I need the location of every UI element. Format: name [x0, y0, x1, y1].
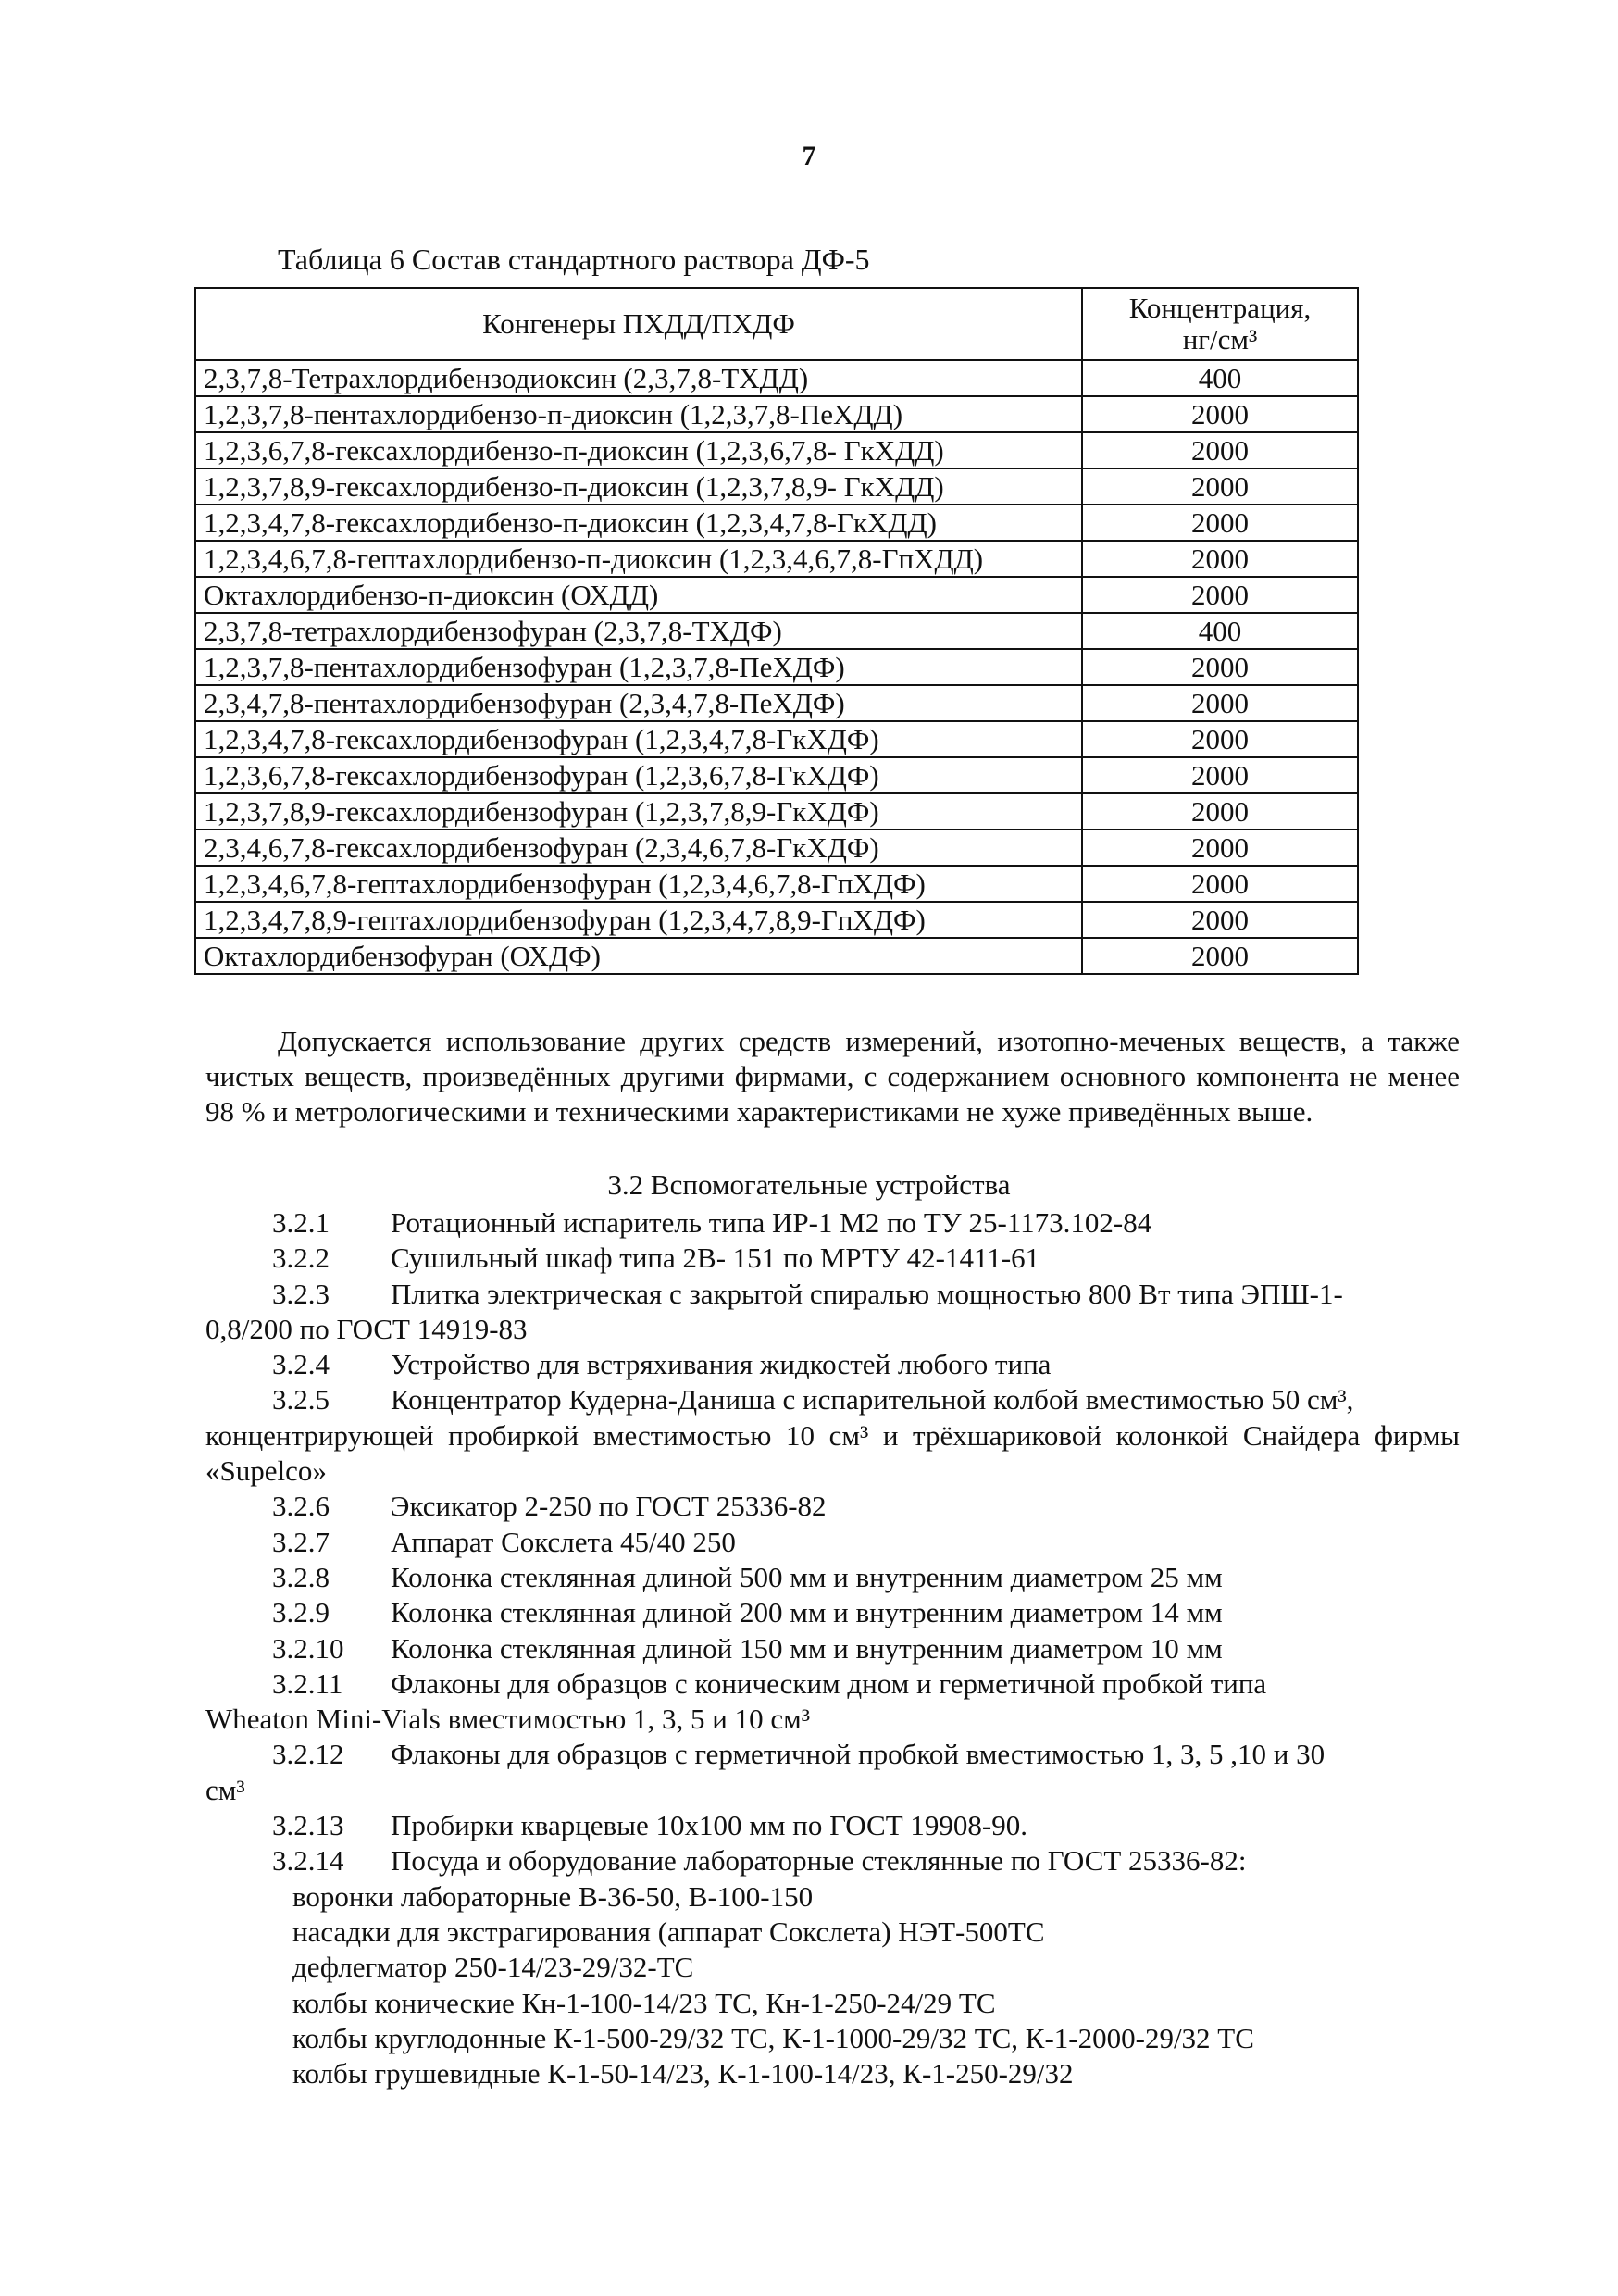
congener-concentration: 2000 — [1082, 649, 1358, 685]
congener-name: 1,2,3,7,8-пентахлордибензофуран (1,2,3,7,8-ПеХДФ) — [195, 649, 1082, 685]
item-text: Флаконы для образцов с герметичной пробкой вместимостью 1, 3, 5 ,10 и 30 — [391, 1738, 1326, 1771]
list-item — [205, 1277, 1460, 1312]
item-text: Колонка стеклянная длиной 200 мм и внутренним диаметром 14 мм — [391, 1596, 1223, 1629]
table-row — [195, 505, 1358, 541]
congener-concentration: 400 — [1082, 613, 1358, 649]
table-row — [195, 432, 1358, 468]
congener-name: 2,3,7,8-Тетрахлордибензодиоксин (2,3,7,8-ТХДД) — [195, 360, 1082, 396]
item-continuation: концентрирующей пробиркой вместимостью 10 см³ и трёхшариковой колонкой Снайдера фирмы «Supelco» — [205, 1418, 1460, 1488]
item-number: 3.2.4 — [272, 1348, 330, 1381]
table-row — [195, 360, 1358, 396]
sub-item: колбы круглодонные К-1-500-29/32 ТС, К-1-1000-29/32 ТС, К-1-2000-29/32 ТС — [292, 2021, 1254, 2054]
table-row — [195, 396, 1358, 432]
item-number: 3.2.12 — [272, 1738, 344, 1771]
item-text: Колонка стеклянная длиной 500 мм и внутренним диаметром 25 мм — [391, 1560, 1223, 1593]
congener-name: 1,2,3,4,7,8-гексахлордибензо-п-диоксин (1,2,3,4,7,8-ГкХДД) — [195, 505, 1082, 541]
item-text: Концентратор Кудерна-Даниша с испарительной колбой вместимостью 50 см³, — [391, 1383, 1354, 1416]
sub-item: колбы грушевидные К-1-50-14/23, К-1-100-14/23, К-1-250-29/32 — [292, 2057, 1074, 2090]
congener-concentration: 2000 — [1082, 793, 1358, 830]
congener-name: 2,3,4,7,8-пентахлордибензофуран (2,3,4,7,8-ПеХДФ) — [195, 685, 1082, 721]
table-row — [195, 902, 1358, 938]
congener-name: 1,2,3,7,8,9-гексахлордибензофуран (1,2,3,7,8,9-ГкХДФ) — [195, 793, 1082, 830]
item-text: Аппарат Сокслета 45/40 250 — [391, 1525, 736, 1558]
congeners-table — [194, 287, 1359, 975]
congener-concentration: 2000 — [1082, 721, 1358, 757]
item-text: Флаконы для образцов с коническим дном и герметичной пробкой типа — [391, 1666, 1267, 1700]
congener-name: 1,2,3,4,6,7,8-гептахлордибензофуран (1,2,3,4,6,7,8-ГпХДФ) — [195, 866, 1082, 902]
congener-name: 1,2,3,4,6,7,8-гептахлордибензо-п-диоксин (1,2,3,4,6,7,8-ГпХДД) — [195, 541, 1082, 577]
item-continuation: Wheaton Mini-Vials вместимостью 1, 3, 5 и 10 см³ — [205, 1703, 810, 1736]
congener-name: 2,3,7,8-тетрахлордибензофуран (2,3,7,8-ТХДФ) — [195, 613, 1082, 649]
list-item — [205, 1808, 1460, 1843]
congener-name: 1,2,3,7,8-пентахлордибензо-п-диоксин (1,2,3,7,8-ПеХДД) — [195, 396, 1082, 432]
item-text: Эксикатор 2-250 по ГОСТ 25336-82 — [391, 1490, 827, 1523]
page-number: 7 — [802, 141, 816, 171]
congener-concentration: 2000 — [1082, 396, 1358, 432]
item-text: Сушильный шкаф типа 2В- 151 по МРТУ 42-1411-61 — [391, 1242, 1040, 1275]
sub-item: дефлегматор 250-14/23-29/32-ТС — [292, 1951, 694, 1984]
header-concentration-unit: нг/см³ — [1182, 323, 1258, 356]
item-number: 3.2.14 — [272, 1844, 344, 1878]
table-row — [195, 685, 1358, 721]
sub-item: насадки для экстрагирования (аппарат Сокслета) НЭТ-500ТС — [292, 1915, 1045, 1948]
list-item — [205, 1631, 1460, 1666]
congener-name: 1,2,3,6,7,8-гексахлордибензофуран (1,2,3,6,7,8-ГкХДФ) — [195, 757, 1082, 793]
item-number: 3.2.10 — [272, 1631, 344, 1665]
item-number: 3.2.13 — [272, 1809, 344, 1842]
header-concentration-label: Концентрация, — [1128, 292, 1312, 324]
table-row — [195, 938, 1358, 974]
list-item — [205, 1525, 1460, 1560]
congener-concentration: 2000 — [1082, 541, 1358, 577]
congener-name: 1,2,3,7,8,9-гексахлордибензо-п-диоксин (1,2,3,7,8,9- ГкХДД) — [195, 468, 1082, 505]
congener-concentration: 2000 — [1082, 938, 1358, 974]
item-number: 3.2.11 — [272, 1666, 343, 1700]
item-number: 3.2.9 — [272, 1596, 330, 1629]
list-item — [205, 1843, 1460, 1878]
list-item — [205, 1347, 1460, 1382]
header-concentration — [1082, 288, 1358, 360]
item-number: 3.2.5 — [272, 1383, 330, 1416]
congener-concentration: 2000 — [1082, 685, 1358, 721]
item-continuation: 0,8/200 по ГОСТ 14919-83 — [205, 1312, 528, 1345]
table-header-row — [195, 288, 1358, 360]
auxiliary-devices-list — [205, 1205, 1460, 2091]
item-continuation: см³ — [205, 1773, 245, 1806]
admissibility-paragraph: Допускается использование других средств измерений, изотопно-меченых веществ, а также чистых веществ, произведённых другими фирмами, с содержанием основного компонента не менее 98 % и метрологическими и техническими характеристиками не хуже приведённых выше. — [205, 1025, 1460, 1128]
item-number: 3.2.2 — [272, 1242, 330, 1275]
table-row — [195, 649, 1358, 685]
congener-concentration: 400 — [1082, 360, 1358, 396]
item-number: 3.2.8 — [272, 1560, 330, 1593]
sub-item: воронки лабораторные В-36-50, В-100-150 — [292, 1879, 814, 1913]
list-item — [205, 1241, 1460, 1276]
list-item — [205, 1737, 1460, 1772]
congener-concentration: 2000 — [1082, 577, 1358, 613]
header-congeners: Конгенеры ПХДД/ПХДФ — [195, 288, 1082, 360]
congener-name: 1,2,3,4,7,8,9-гептахлордибензофуран (1,2,3,4,7,8,9-ГпХДФ) — [195, 902, 1082, 938]
congener-name: 1,2,3,6,7,8-гексахлордибензо-п-диоксин (1,2,3,6,7,8- ГкХДД) — [195, 432, 1082, 468]
congener-concentration: 2000 — [1082, 432, 1358, 468]
congener-concentration: 2000 — [1082, 757, 1358, 793]
table-row — [195, 721, 1358, 757]
sub-item: колбы конические Кн-1-100-14/23 ТС, Кн-1-250-24/29 ТС — [292, 1986, 996, 2019]
item-text: Посуда и оборудование лабораторные стеклянные по ГОСТ 25336-82: — [391, 1844, 1247, 1878]
congener-name: 2,3,4,6,7,8-гексахлордибензофуран (2,3,4,6,7,8-ГкХДФ) — [195, 830, 1082, 866]
table-row — [195, 830, 1358, 866]
congener-concentration: 2000 — [1082, 830, 1358, 866]
table-row — [195, 577, 1358, 613]
list-item — [205, 1560, 1460, 1595]
table-caption: Таблица 6 Состав стандартного раствора ДФ-5 — [278, 243, 870, 276]
list-item — [205, 1205, 1460, 1241]
congener-concentration: 2000 — [1082, 902, 1358, 938]
item-text: Плитка электрическая с закрытой спиралью мощностью 800 Вт типа ЭПШ-1- — [391, 1277, 1343, 1310]
congener-name: Октахлордибензофуран (ОХДФ) — [195, 938, 1082, 974]
table-row — [195, 866, 1358, 902]
item-number: 3.2.1 — [272, 1206, 330, 1239]
table-row — [195, 541, 1358, 577]
table-row — [195, 793, 1358, 830]
congener-name: 1,2,3,4,7,8-гексахлордибензофуран (1,2,3,4,7,8-ГкХДФ) — [195, 721, 1082, 757]
list-item — [205, 1595, 1460, 1630]
item-text: Пробирки кварцевые 10х100 мм по ГОСТ 19908-90. — [391, 1809, 1027, 1842]
section-heading: 3.2 Вспомогательные устройства — [607, 1168, 1011, 1201]
table-row — [195, 613, 1358, 649]
item-number: 3.2.3 — [272, 1277, 330, 1310]
list-item — [205, 1382, 1460, 1417]
congener-concentration: 2000 — [1082, 505, 1358, 541]
item-text: Ротационный испаритель типа ИР-1 М2 по ТУ 25-1173.102-84 — [391, 1206, 1152, 1239]
list-item — [205, 1666, 1460, 1702]
congener-concentration: 2000 — [1082, 468, 1358, 505]
item-number: 3.2.6 — [272, 1490, 330, 1523]
table-row — [195, 468, 1358, 505]
table-row — [195, 757, 1358, 793]
congener-concentration: 2000 — [1082, 866, 1358, 902]
list-item — [205, 1489, 1460, 1524]
item-number: 3.2.7 — [272, 1525, 330, 1558]
item-text: Устройство для встряхивания жидкостей любого типа — [391, 1348, 1052, 1381]
congener-name: Октахлордибензо-п-диоксин (ОХДД) — [195, 577, 1082, 613]
item-text: Колонка стеклянная длиной 150 мм и внутренним диаметром 10 мм — [391, 1631, 1223, 1665]
